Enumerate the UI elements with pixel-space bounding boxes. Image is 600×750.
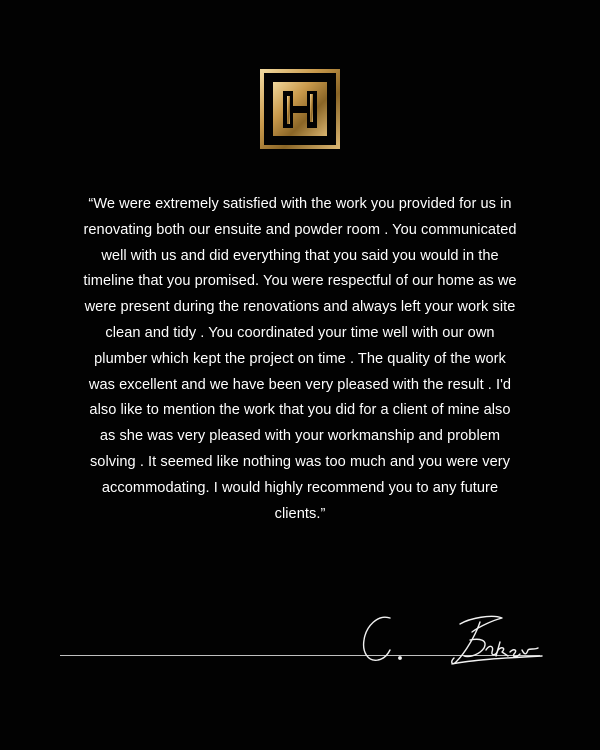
testimonial-quote: “We were extremely satisfied with the work you provided for us in renovating both our ensuite and powder room . You communicated well with us and did everything that you said you would in the timeline that you promised. You were respectful of our home as we were present during the renovations and always left your work site clean and tidy . You coordinated your time well with our own plumber which kept the project on time . The quality of the work was excellent and we have been very pleased with the result . I'd also like to mention the work that you did for a client of mine also as she was very pleased with your workmanship and problem solving . It seemed like nothing was too much and you were very accommodating. I would highly recommend you to any future clients.”	[83, 196, 517, 522]
monogram-logo-icon	[260, 69, 340, 149]
handwritten-signature	[352, 604, 552, 674]
